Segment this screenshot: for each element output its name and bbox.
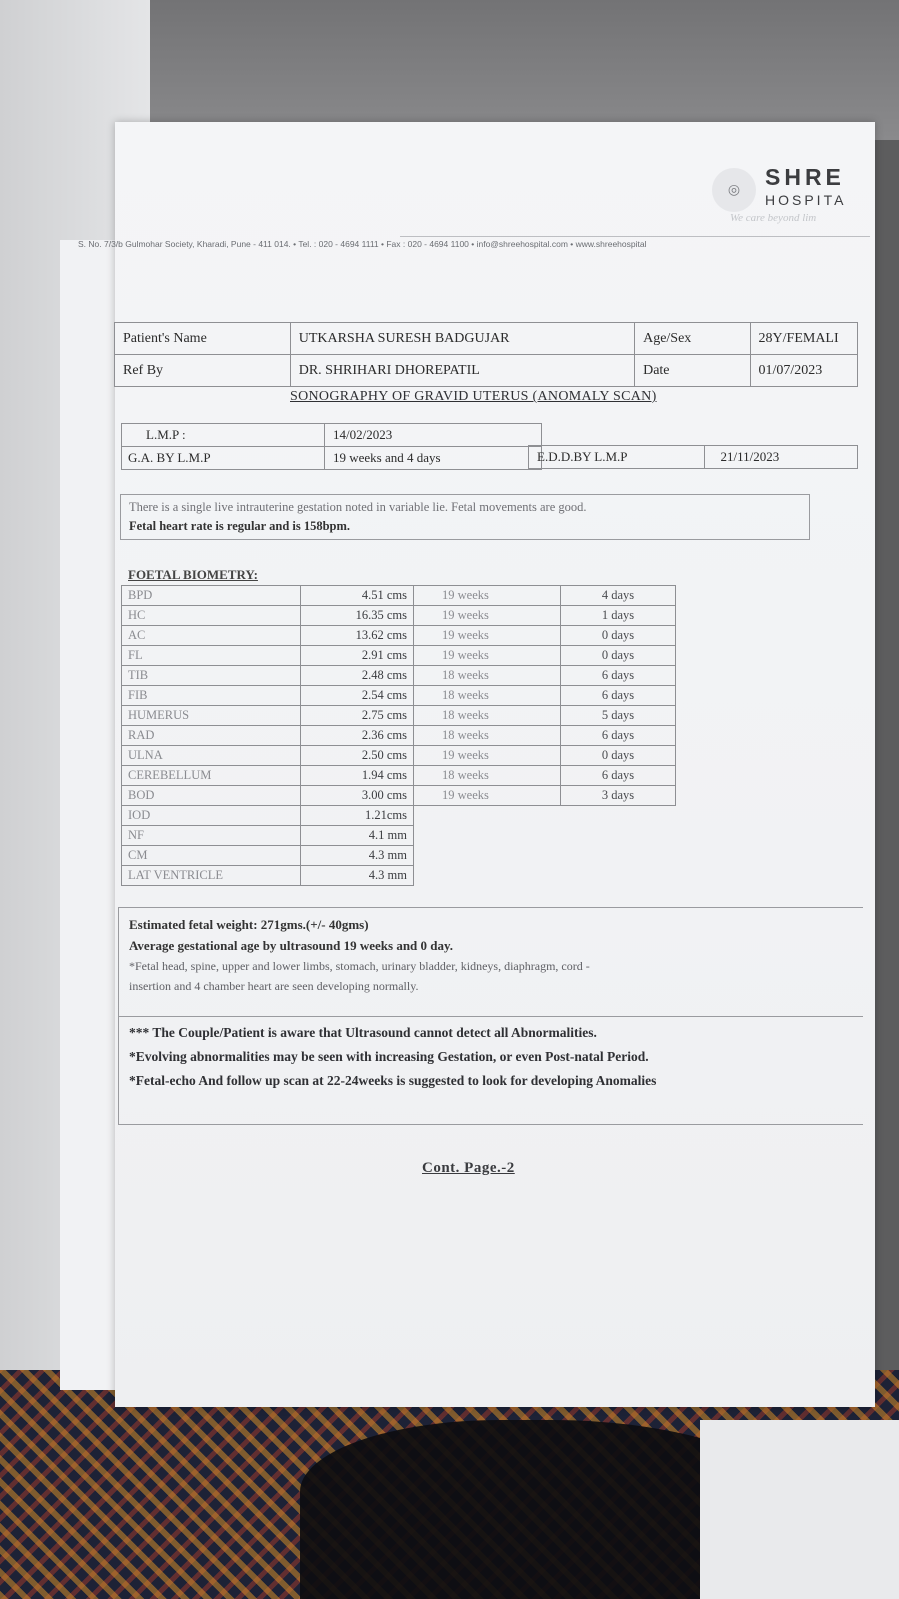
bio-value: 4.1 mm [301, 826, 414, 846]
bio-days: 1 days [561, 606, 676, 626]
table-row [122, 686, 676, 706]
refby-label: Ref By [115, 355, 291, 387]
bio-days: 5 days [561, 706, 676, 726]
table-row [122, 646, 676, 666]
edd-label: E.D.D.BY L.M.P [529, 446, 705, 469]
bio-value: 1.94 cms [301, 766, 414, 786]
ga-label: G.A. BY L.M.P [122, 447, 325, 470]
bio-value: 2.54 cms [301, 686, 414, 706]
bio-value: 1.21cms [301, 806, 414, 826]
bio-param: IOD [122, 806, 301, 826]
table-row [122, 586, 676, 606]
average-gestational-age: Average gestational age by ultrasound 19 weeks and 0 day. [129, 938, 454, 953]
bio-value: 2.48 cms [301, 666, 414, 686]
bio-value: 13.62 cms [301, 626, 414, 646]
bio-param: HUMERUS [122, 706, 301, 726]
bio-param: AC [122, 626, 301, 646]
table-row [122, 786, 676, 806]
bio-weeks: 18 weeks [414, 686, 561, 706]
table-row [122, 806, 676, 826]
ga-value: 19 weeks and 4 days [325, 447, 542, 470]
header-divider [400, 236, 870, 237]
bio-empty [561, 826, 676, 846]
bio-weeks: 18 weeks [414, 706, 561, 726]
findings-line-2: Fetal heart rate is regular and is 158bpm. [129, 519, 351, 533]
table-row [122, 766, 676, 786]
date-label: Date [635, 355, 750, 387]
bio-value: 4.3 mm [301, 846, 414, 866]
table-row [122, 846, 676, 866]
lmp-table [121, 423, 542, 470]
bio-empty [414, 826, 561, 846]
bio-empty [414, 866, 561, 886]
patient-name-value: UTKARSHA SURESH BADGUJAR [290, 323, 634, 355]
estimated-fetal-weight: Estimated fetal weight: 271gms.(+/- 40gms) [129, 917, 369, 932]
bio-param: BOD [122, 786, 301, 806]
biometry-table [121, 585, 676, 886]
bio-weeks: 19 weeks [414, 606, 561, 626]
bio-weeks: 18 weeks [414, 726, 561, 746]
bio-value: 2.36 cms [301, 726, 414, 746]
bio-weeks: 19 weeks [414, 586, 561, 606]
bio-param: RAD [122, 726, 301, 746]
bio-days: 0 days [561, 746, 676, 766]
normal-anatomy-line-2: insertion and 4 chamber heart are seen developing normally. [129, 979, 419, 993]
biometry-title: FOETAL BIOMETRY: [128, 567, 258, 582]
bio-empty [414, 846, 561, 866]
bio-days: 6 days [561, 666, 676, 686]
continuation-label: Cont. Page.-2 [422, 1160, 515, 1176]
bio-value: 4.3 mm [301, 866, 414, 886]
table-row [122, 626, 676, 646]
bio-empty [561, 806, 676, 826]
bio-empty [414, 806, 561, 826]
summary-box [118, 907, 863, 1017]
patient-info-table [114, 322, 858, 387]
bio-value: 3.00 cms [301, 786, 414, 806]
lmp-value: 14/02/2023 [325, 424, 542, 447]
bio-param: CEREBELLUM [122, 766, 301, 786]
bio-weeks: 19 weeks [414, 746, 561, 766]
bio-days: 0 days [561, 626, 676, 646]
bio-days: 6 days [561, 726, 676, 746]
disclaimer-line-3: *Fetal-echo And follow up scan at 22-24weeks is suggested to look for developing Anomalies [129, 1073, 657, 1088]
bio-param: FIB [122, 686, 301, 706]
bio-value: 2.50 cms [301, 746, 414, 766]
table-row [122, 706, 676, 726]
agesex-label: Age/Sex [635, 323, 750, 355]
hospital-name-sub: HOSPITA [765, 192, 847, 208]
table-row [122, 746, 676, 766]
agesex-value: 28Y/FEMALI [750, 323, 857, 355]
bio-days: 6 days [561, 766, 676, 786]
underlying-page [700, 1420, 899, 1599]
bio-days: 3 days [561, 786, 676, 806]
bio-empty [561, 866, 676, 886]
bio-weeks: 19 weeks [414, 646, 561, 666]
table-row [122, 606, 676, 626]
edd-table [528, 445, 858, 469]
hospital-tagline: We care beyond lim [730, 212, 817, 224]
hospital-name: SHRE [765, 164, 845, 190]
table-row [122, 826, 676, 846]
bio-param: BPD [122, 586, 301, 606]
bio-days: 4 days [561, 586, 676, 606]
bio-weeks: 18 weeks [414, 766, 561, 786]
table-row [122, 726, 676, 746]
edd-value: 21/11/2023 [704, 446, 857, 469]
refby-value: DR. SHRIHARI DHOREPATIL [290, 355, 634, 387]
disclaimer-line-2: *Evolving abnormalities may be seen with increasing Gestation, or even Post-natal Period. [129, 1049, 649, 1064]
bio-days: 0 days [561, 646, 676, 666]
lmp-label: L.M.P : [122, 424, 325, 447]
bio-weeks: 19 weeks [414, 786, 561, 806]
normal-anatomy-line-1: *Fetal head, spine, upper and lower limbs, stomach, urinary bladder, kidneys, diaphragm, cord - [129, 959, 590, 973]
bio-days: 6 days [561, 686, 676, 706]
paper-left-edge [60, 240, 120, 1390]
bio-param: CM [122, 846, 301, 866]
bio-value: 2.75 cms [301, 706, 414, 726]
bio-param: ULNA [122, 746, 301, 766]
bio-param: HC [122, 606, 301, 626]
bio-value: 4.51 cms [301, 586, 414, 606]
bio-weeks: 18 weeks [414, 666, 561, 686]
disclaimer-line-1: *** The Couple/Patient is aware that Ultrasound cannot detect all Abnormalities. [129, 1025, 597, 1040]
bio-weeks: 19 weeks [414, 626, 561, 646]
hospital-logo-icon: ◎ [712, 168, 756, 212]
hospital-address: S. No. 7/3/b Gulmohar Society, Kharadi, Pune - 411 014. • Tel. : 020 - 4694 1111 • Fax : 020 - 4694 1100 • info@shreehospital.com • www.shreehospital [78, 239, 647, 249]
bio-empty [561, 846, 676, 866]
bio-param: TIB [122, 666, 301, 686]
table-row [122, 666, 676, 686]
bio-param: LAT VENTRICLE [122, 866, 301, 886]
patient-name-label: Patient's Name [115, 323, 291, 355]
bio-param: FL [122, 646, 301, 666]
bio-value: 2.91 cms [301, 646, 414, 666]
table-row [122, 866, 676, 886]
bio-value: 16.35 cms [301, 606, 414, 626]
disclaimer-box [118, 1017, 863, 1125]
scan-title: SONOGRAPHY OF GRAVID UTERUS (ANOMALY SCAN) [290, 389, 657, 404]
findings-line-1: There is a single live intrauterine gestation noted in variable lie. Fetal movements are good. [129, 500, 587, 514]
findings-box [120, 494, 810, 540]
date-value: 01/07/2023 [750, 355, 857, 387]
bio-param: NF [122, 826, 301, 846]
